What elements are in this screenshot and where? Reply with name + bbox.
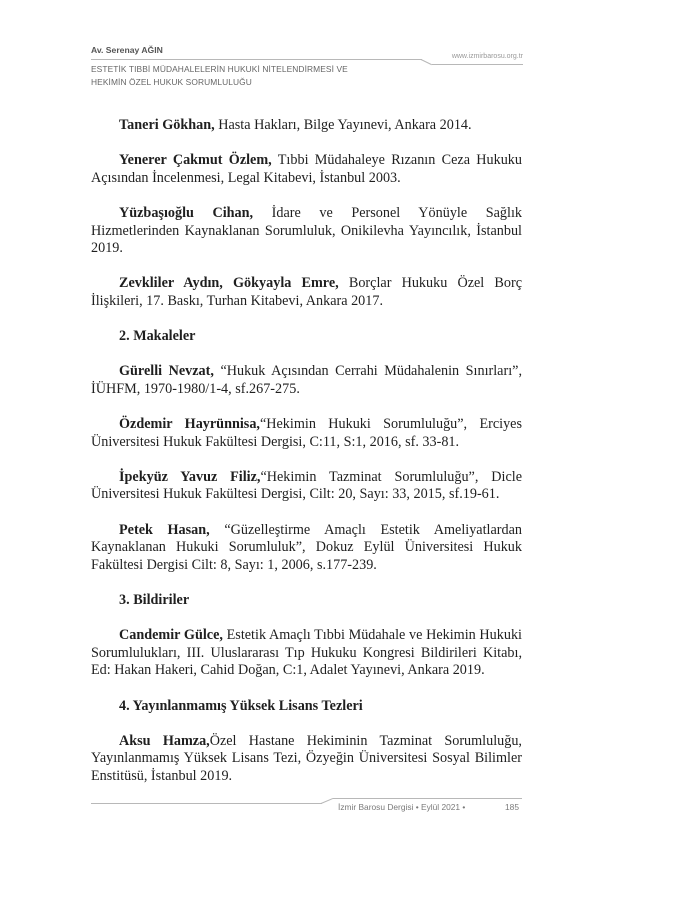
reference-entry xyxy=(91,152,522,187)
reference-author: Yüzbaşıoğlu Cihan, xyxy=(119,204,254,221)
reference-entry xyxy=(91,522,522,575)
section-heading-articles: 2. Makaleler xyxy=(119,328,196,345)
reference-author: Taneri Gökhan, xyxy=(119,117,215,133)
header-rule-right xyxy=(432,64,523,65)
reference-text: Borçlar Hukuku Özel Borç İlişkileri, 17. Baskı, Turhan Kitabevi, Ankara 2017. xyxy=(91,275,522,309)
footer-rule xyxy=(91,803,322,804)
header-title-line-2: HEKİMİN ÖZEL HUKUK SORUMLULUĞU xyxy=(91,76,252,87)
reference-text: Tıbbi Müdahaleye Rızanın Ceza Hukuku Açısından İncelenmesi, Legal Kitabevi, İstanbul 2003. xyxy=(91,152,522,186)
reference-entry xyxy=(91,205,522,258)
reference-text: “Hekimin Tazminat Sorumluluğu”, Dicle Üniversitesi Hukuk Fakültesi Dergisi, Cilt: 20, Sayı: 33, 2015, sf.19-61. xyxy=(91,468,522,503)
reference-entry xyxy=(91,416,522,451)
header-rule-slant xyxy=(421,59,432,65)
reference-author: Candemir Gülce, xyxy=(119,627,223,644)
header-title-line-1: ESTETİK TIBBİ MÜDAHALELERİN HUKUKİ NİTELENDİRMESİ VE xyxy=(91,64,348,74)
reference-text: İdare ve Personel Yönüyle Sağlık Hizmetlerinden Kaynaklanan Sorumluluk, Onikilevha Yayıncılık, İstanbul 2019. xyxy=(91,204,522,257)
section-heading-proceedings: 3. Bildiriler xyxy=(119,592,190,609)
reference-entry xyxy=(91,469,522,504)
reference-author: İpekyüz Yavuz Filiz, xyxy=(119,468,261,485)
reference-entry xyxy=(91,117,522,135)
reference-author: Gürelli Nevzat, xyxy=(119,363,214,380)
reference-text: “Hekimin Hukuki Sorumluluğu”, Erciyes Üniversitesi Hukuk Fakültesi Dergisi, C:11, S:1, 2016, sf. 33-81. xyxy=(91,416,522,450)
page-number: 185 xyxy=(505,802,519,812)
reference-entry xyxy=(91,363,522,398)
section-heading-theses: 4. Yayınlanmamış Yüksek Lisans Tezleri xyxy=(119,697,363,714)
reference-entry xyxy=(91,275,522,310)
reference-text: “Güzelleştirme Amaçlı Estetik Ameliyatlardan Kaynaklanan Hukuki Sorumluluk”, Dokuz Eylül Üniversitesi Hukuk Fakültesi Dergisi Cilt: 8, Sayı: 1, 2006, s.177-239. xyxy=(91,521,522,573)
reference-entry xyxy=(91,733,522,786)
header-author: Av. Serenay AĞIN xyxy=(91,45,163,55)
header-url: www.izmirbarosu.org.tr xyxy=(451,53,523,60)
reference-author: Zevkliler Aydın, Gökyayla Emre, xyxy=(119,275,339,292)
header-article-title xyxy=(91,63,411,88)
reference-author: Aksu Hamza, xyxy=(119,732,210,749)
reference-author: Yenerer Çakmut Özlem, xyxy=(119,152,272,169)
footer-rule-right xyxy=(333,798,522,799)
reference-author: Petek Hasan, xyxy=(119,521,210,538)
reference-entry xyxy=(91,627,522,680)
reference-text: Hasta Hakları, Bilge Yayınevi, Ankara 2014. xyxy=(214,117,472,133)
header-rule xyxy=(91,59,422,60)
reference-author: Özdemir Hayrünnisa, xyxy=(119,416,260,433)
reference-text: Özel Hastane Hekiminin Tazminat Sorumluluğu, Yayınlanmamış Yüksek Lisans Tezi, Özyeğin Üniversitesi Sosyal Bilimler Enstitüsü, İstanbul 2019. xyxy=(91,732,522,784)
reference-text: Estetik Amaçlı Tıbbi Müdahale ve Hekimin Hukuki Sorumlulukları, III. Uluslararası Tıp Hukuku Kongresi Bildirileri Kitabı, Ed: Hakan Hakeri, Cahid Doğan, C:1, Adalet Yayınevi, Ankara 2019. xyxy=(91,627,522,679)
bibliography-body xyxy=(91,117,522,803)
reference-text: “Hukuk Açısından Cerrahi Müdahalenin Sınırları”, İÜHFM, 1970-1980/1-4, sf.267-275. xyxy=(91,363,522,397)
footer-journal: İzmir Barosu Dergisi • Eylül 2021 • xyxy=(338,802,466,812)
